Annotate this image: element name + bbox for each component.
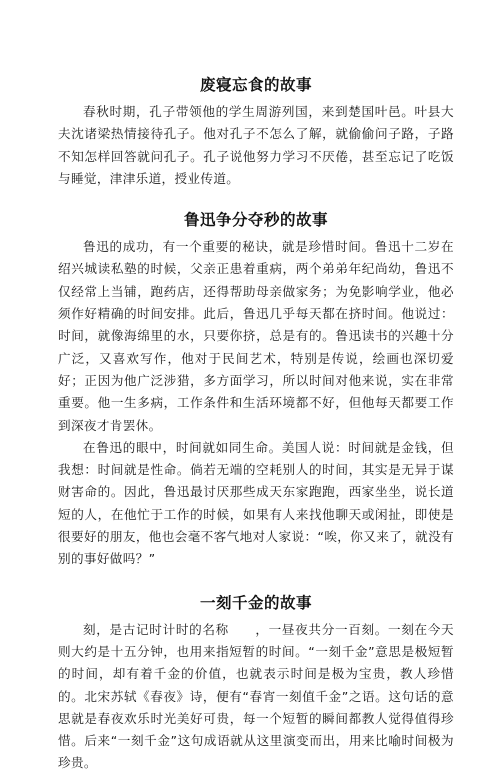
section-body xyxy=(58,101,454,190)
section-title: 废寝忘食的故事 xyxy=(199,76,312,94)
paragraph: 在鲁迅的眼中，时间就如同生命。美国人说：时间就是金钱，但我想：时间就是性命。倘若无端的空耗别人的时间，其实是无异于谋财害命的。因此，鲁迅最讨厌那些成天东家跑跑，西家坐坐，说长道短的人，在他忙于工作的时候，如果有人来找他聊天或闲扯，即使是很要好的朋友，他也会毫不客气地对人家说：“唉，你又来了，就没有别的事好做吗？” xyxy=(58,439,454,567)
paragraph: 春秋时期，孔子带领他的学生周游列国，来到楚国叶邑。叶县大夫沈诸梁热情接待孔子。他对孔子不怎么了解，就偷偷问子路，子路不知怎样回答就问孔子。孔子说他努力学习不厌倦，甚至忘记了吃饭与睡觉，津津乐道，授业传道。 xyxy=(58,104,454,186)
section-title: 鲁迅争分夺秒的故事 xyxy=(183,211,328,230)
section-body xyxy=(58,236,454,570)
section-title: 一刻千金的故事 xyxy=(199,593,312,612)
paragraph: 刻，是古记时计时的名称 ，一昼夜共分一百刻。一刻在今天则大约是十五分钟，也用来指短暂的时间。“一刻千金”意思是极短暂的时间，却有着千金的价值，也就表示时间是极为宝贵，教人珍惜的。北宋苏轼《春夜》诗，便有“春宵一刻值千金”之语。这句话的意思就是春夜欢乐时光美好可贵，每一个短暂的瞬间都教人觉得值得珍惜。后来“一刻千金”这句成语就从这里演变而出，用来比喻时间极为珍贵。 xyxy=(58,621,454,771)
paragraph: 鲁迅的成功，有一个重要的秘诀，就是珍惜时间。鲁迅十二岁在绍兴城读私塾的时候，父亲正患着重病，两个弟弟年纪尚幼，鲁迅不仅经常上当铺，跑药店，还得帮助母亲做家务；为免影响学业，他必须作好精确的时间安排。此后，鲁迅几乎每天都在挤时间。他说过：时间，就像海绵里的水，只要你挤，总是有的。鲁迅读书的兴趣十分广泛，又喜欢写作，他对于民间艺术，特别是传说，绘画也深切爱好；正因为他广泛涉猎，多方面学习，所以时间对他来说，实在非常重要。他一生多病，工作条件和生活环境都不好，但他每天都要工作到深夜才肯罢休。 xyxy=(58,239,454,433)
section-body xyxy=(58,619,454,775)
